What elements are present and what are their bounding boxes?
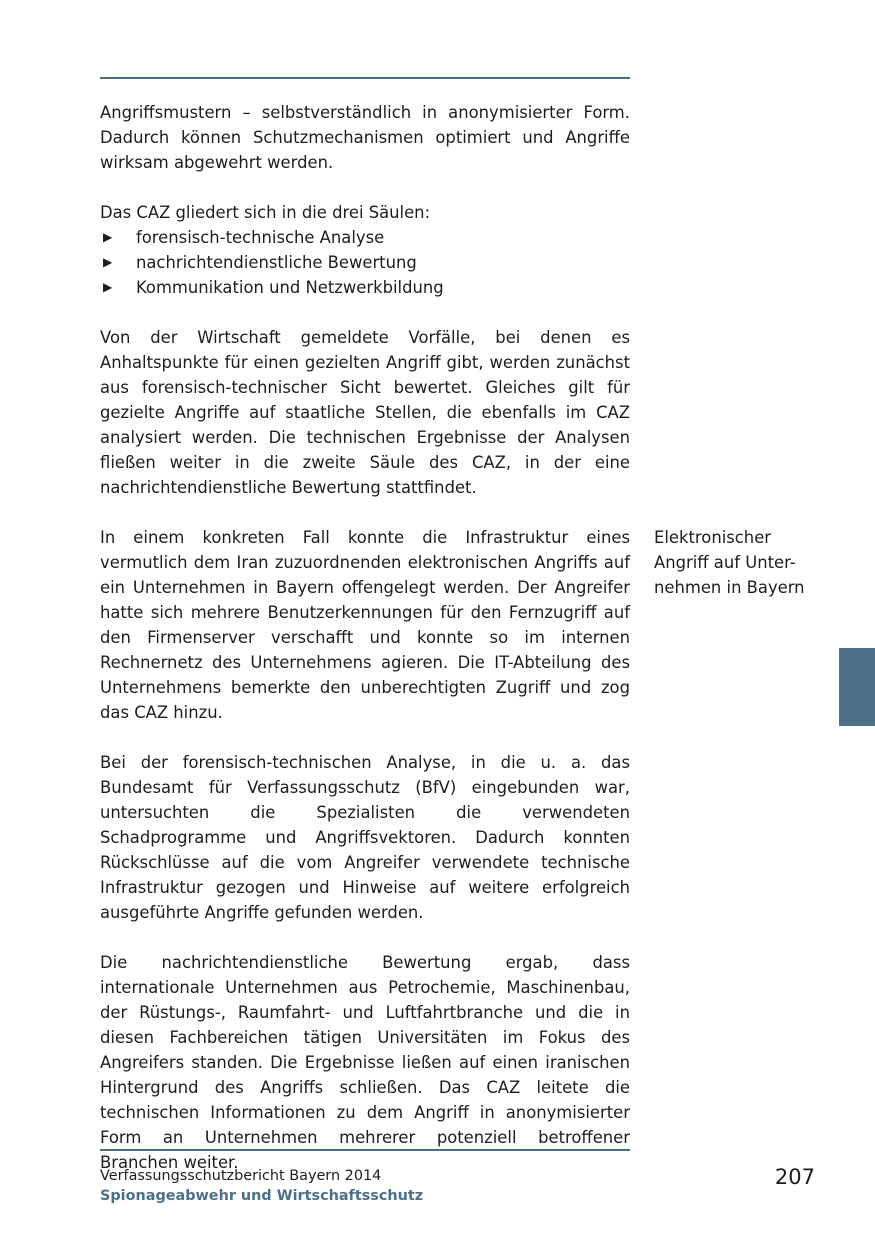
list-intro: Das CAZ gliedert sich in die drei Säulen:: [100, 203, 431, 222]
footer-title: Verfassungsschutzbericht Bayern 2014: [100, 1168, 382, 1184]
bottom-rule: [100, 1149, 630, 1151]
list-item: ▶ forensisch-technische Analyse: [100, 225, 630, 250]
main-text: [100, 100, 630, 1175]
paragraph-2: Von der Wirtschaft gemeldete Vorfälle, bei denen es Anhaltspunkte für einen gezielten Angriff gibt, werden zunächst aus forensisch-technischer Sicht bewertet. Gleiches gilt für gezielte Angriffe auf staatliche Stellen, die ebenfalls im CAZ analysiert werden. Die technischen Ergebnisse der Analysen fließen weiter in die zweite Säule des CAZ, in der eine nachrichtendienstliche Bewertung stattfindet.: [100, 328, 630, 497]
paragraph-5: Die nachrichtendienstliche Bewertung ergab, dass internationale Unternehmen aus Petrochemie, Maschinenbau, der Rüstungs-, Raumfahrt- und Luftfahrtbranche und die in diesen Fachbereichen tätigen Universitäten im Fokus des Angreifers standen. Die Ergebnisse ließen auf einen iranischen Hintergrund des Angriffs schließen. Das CAZ leitete die technischen Informationen zu dem Angriff in anonymisierter Form an Unternehmen mehrerer potenziell betroffener Branchen weiter.: [100, 953, 630, 1172]
paragraph-4: Bei der forensisch-technischen Analyse, in die u. a. das Bundesamt für Verfassungsschutz (BfV) eingebunden war, untersuchten die Spezialisten die verwendeten Schadprogramme und Angriffsvektoren. Dadurch konnten Rückschlüsse auf die vom Angreifer verwendete technische Infrastruktur gezogen und Hinweise auf weitere erfolgreich ausgeführte Angriffe gefunden werden.: [100, 753, 630, 922]
triangle-bullet-icon: ▶: [103, 230, 113, 244]
pillar-list: [100, 225, 630, 300]
margin-note-line: nehmen in Bayern: [654, 578, 805, 597]
footer-subtitle: Spionageabwehr und Wirtschaftsschutz: [100, 1188, 424, 1204]
triangle-bullet-icon: ▶: [103, 255, 113, 269]
list-item: ▶ Kommunikation und Netzwerkbildung: [100, 275, 630, 300]
list-item: ▶ nachrichtendienstliche Bewertung: [100, 250, 630, 275]
paragraph-3: In einem konkreten Fall konnte die Infrastruktur eines vermutlich dem Iran zuzuordnenden elektronischen Angriffs auf ein Unternehmen in Bayern offengelegt werden. Der Angreifer hatte sich mehrere Benutzerkennungen für den Fernzugriff auf den Firmenserver verschafft und konnte so im internen Rechnernetz des Unternehmens agieren. Die IT-Abteilung des Unternehmens bemerkte den unberechtigten Zugriff und zog das CAZ hinzu.: [100, 528, 630, 722]
page-number: 207: [774, 1165, 815, 1189]
margin-note: [654, 525, 834, 600]
chapter-tab-marker: [839, 648, 875, 726]
paragraph-1: Angriffsmustern – selbstverständlich in anonymisierter Form. Dadurch können Schutzmechanismen optimiert und Angriffe wirksam abgewehrt werden.: [100, 103, 630, 172]
margin-note-line: Elektronischer: [654, 528, 772, 547]
triangle-bullet-icon: ▶: [103, 280, 113, 294]
top-rule: [100, 77, 630, 79]
margin-note-line: Angriff auf Unter-: [654, 553, 796, 572]
